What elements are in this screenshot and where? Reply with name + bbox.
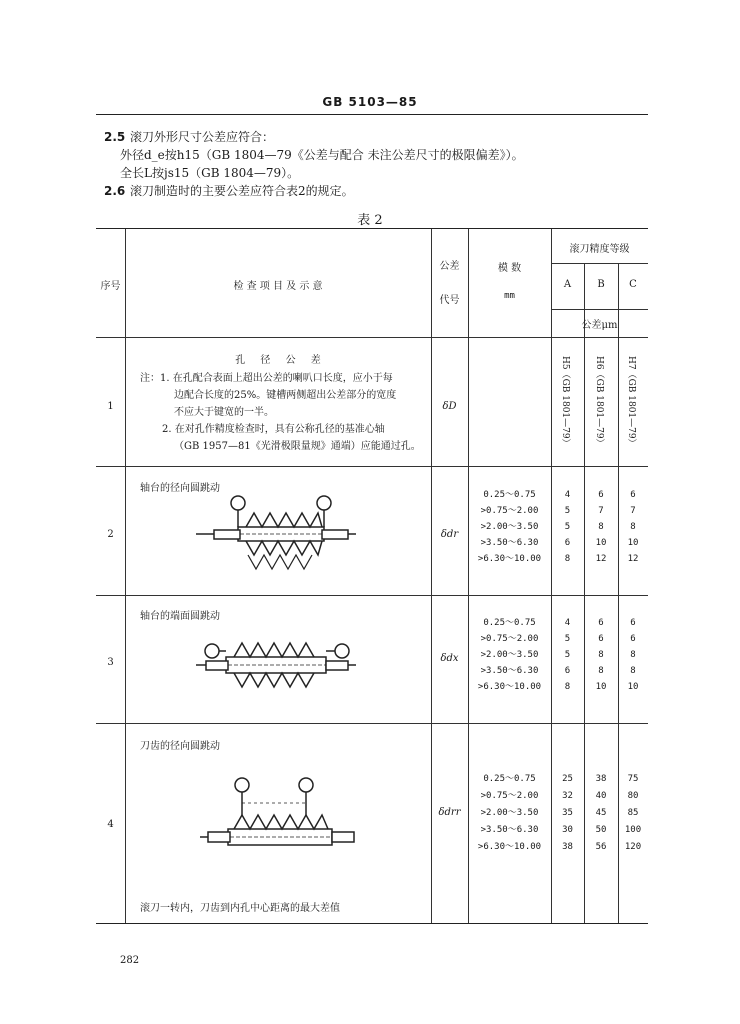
- module-value: >0.75～2.00: [480, 506, 539, 516]
- tol-value: 75: [627, 774, 639, 784]
- module-value: 0.25～0.75: [483, 490, 536, 500]
- tol-value: 8: [564, 682, 571, 692]
- row1-title: 孔 径 公 差: [235, 355, 327, 366]
- tol-value: 38: [595, 774, 607, 784]
- tol-value: 56: [595, 842, 607, 852]
- tol-value: 10: [595, 538, 607, 548]
- tol-value: 6: [564, 538, 571, 548]
- tol-value: 6: [598, 618, 604, 628]
- row1-code: δD: [442, 401, 457, 412]
- tol-value: 38: [562, 842, 573, 852]
- header-seq: 序号: [100, 281, 121, 292]
- tol-value: 8: [598, 650, 604, 660]
- section-number: 2.5: [104, 130, 126, 144]
- tol-value: 10: [627, 538, 639, 548]
- header-code: 代号: [439, 295, 460, 306]
- tolerance-table: [96, 228, 648, 924]
- tol-value: 10: [595, 682, 607, 692]
- tol-value: 5: [564, 634, 571, 644]
- tol-value: 8: [630, 522, 636, 532]
- tol-value: 6: [598, 634, 604, 644]
- tol-value: 6: [564, 666, 571, 676]
- row1-note1c: 不应大于键宽的一半。: [174, 407, 274, 418]
- module-value: >6.30～10.00: [477, 842, 542, 852]
- row-rule: [551, 309, 648, 310]
- row4-modules: [468, 771, 551, 856]
- row4-note: 滚刀一转内，刀齿到内孔中心距离的最大差值: [140, 903, 340, 914]
- tol-value: 80: [627, 791, 639, 801]
- module-value: >3.50～6.30: [480, 825, 539, 835]
- row4-code: δdrr: [438, 807, 461, 818]
- tol-value: 85: [627, 808, 639, 818]
- row4-grade-a: [551, 771, 584, 856]
- header-grade-a: A: [563, 279, 572, 290]
- tol-value: 8: [598, 666, 604, 676]
- row3-face-runout-diagram: [196, 621, 356, 713]
- tol-value: 50: [595, 825, 607, 835]
- module-value: 0.25～0.75: [483, 618, 536, 628]
- row1-grade-c: H7（GB 1801—79）: [626, 356, 636, 448]
- header-mm: mm: [504, 291, 515, 301]
- module-value: >3.50～6.30: [480, 666, 539, 676]
- row2-title: 轴台的径向圆跳动: [140, 483, 220, 494]
- module-value: 0.25～0.75: [483, 774, 536, 784]
- header-unit: 公差μm: [581, 320, 618, 331]
- section-2-5-line3: 全长L按js15（GB 1804—79）。: [120, 166, 300, 180]
- row3-grade-c: [618, 615, 648, 695]
- header-grade-c: C: [629, 279, 637, 290]
- header-grade: 滚刀精度等级: [569, 244, 630, 255]
- section-number: 2.6: [104, 184, 126, 198]
- tol-value: 35: [562, 808, 573, 818]
- row1-note2: 2. 在对孔作精度检查时，具有公称孔径的基准心轴: [162, 424, 385, 435]
- row2-grade-a: [551, 487, 584, 567]
- tol-value: 7: [598, 506, 604, 516]
- col-rule: [125, 229, 126, 923]
- tol-value: 8: [564, 554, 571, 564]
- header-rule: [96, 114, 648, 115]
- row1-note2b: （GB 1957—81《光滑极限量规》通端）应能通过孔。: [174, 441, 421, 452]
- tol-value: 7: [630, 506, 636, 516]
- tol-value: 4: [564, 618, 571, 628]
- module-value: >0.75～2.00: [480, 634, 539, 644]
- table-title: 表 2: [357, 213, 383, 228]
- row1-note1b: 边配合长度的25%。键槽两侧超出公差部分的宽度: [174, 390, 397, 401]
- row4-grade-b: [584, 771, 618, 856]
- module-value: >3.50～6.30: [480, 538, 539, 548]
- tol-value: 120: [624, 842, 642, 852]
- module-value: >6.30～10.00: [477, 554, 542, 564]
- row2-modules: [468, 487, 551, 567]
- tol-value: 5: [564, 506, 571, 516]
- tol-value: 5: [564, 650, 571, 660]
- module-value: >2.00～3.50: [480, 808, 539, 818]
- row-rule: [96, 723, 648, 724]
- row-rule: [96, 466, 648, 467]
- row2-grade-b: [584, 487, 618, 567]
- tol-value: 10: [627, 682, 639, 692]
- row3-modules: [468, 615, 551, 695]
- header-item: 检 查 项 目 及 示 意: [233, 281, 323, 292]
- tol-value: 8: [598, 522, 604, 532]
- tol-value: 12: [627, 554, 639, 564]
- row-rule: [96, 337, 648, 338]
- header-grade-b: B: [597, 279, 605, 290]
- row3-title: 轴台的端面圆跳动: [140, 611, 220, 622]
- tol-value: 25: [562, 774, 573, 784]
- row2-runout-diagram: [196, 491, 356, 583]
- header-tol: 公差: [439, 261, 460, 272]
- row3-seq: 3: [107, 657, 114, 668]
- tol-value: 6: [630, 618, 636, 628]
- row1-seq: 1: [107, 401, 114, 412]
- row3-grade-a: [551, 615, 584, 695]
- section-2-5-line1: [104, 128, 274, 146]
- row2-grade-c: [618, 487, 648, 567]
- tol-value: 6: [630, 634, 636, 644]
- row-rule: [551, 263, 648, 264]
- row3-grade-b: [584, 615, 618, 695]
- tol-value: 30: [562, 825, 573, 835]
- tol-value: 5: [564, 522, 571, 532]
- tol-value: 45: [595, 808, 607, 818]
- page-number: 282: [120, 955, 140, 966]
- tol-value: 8: [630, 666, 636, 676]
- tol-value: 6: [598, 490, 604, 500]
- section-2-6: [104, 182, 354, 200]
- row1-grade-a: H5（GB 1801—79）: [560, 356, 570, 448]
- header-module: 模 数: [497, 263, 522, 274]
- tol-value: 32: [562, 791, 573, 801]
- row4-seq: 4: [107, 819, 114, 830]
- col-rule: [431, 229, 432, 923]
- tol-value: 8: [630, 650, 636, 660]
- module-value: >2.00～3.50: [480, 650, 539, 660]
- row4-grade-c: [618, 771, 648, 856]
- row-rule: [96, 595, 648, 596]
- row1-note1: 注：1. 在孔配合表面上超出公差的喇叭口长度，应小于每: [140, 373, 393, 384]
- row1-grade-b: H6（GB 1801—79）: [594, 356, 604, 448]
- tol-value: 40: [595, 791, 607, 801]
- standard-number: GB 5103—85: [322, 95, 418, 109]
- row3-code: δdx: [440, 653, 459, 664]
- tol-value: 4: [564, 490, 571, 500]
- module-value: >6.30～10.00: [477, 682, 542, 692]
- tol-value: 100: [624, 825, 642, 835]
- section-text: 滚刀外形尺寸公差应符合：: [130, 130, 275, 144]
- tol-value: 12: [595, 554, 607, 564]
- module-value: >0.75～2.00: [480, 791, 539, 801]
- section-2-5-line2: 外径d_e按h15（GB 1804—79《公差与配合 未注公差尺寸的极限偏差》）。: [120, 148, 524, 162]
- row4-title: 刀齿的径向圆跳动: [140, 741, 220, 752]
- row2-code: δdr: [440, 529, 459, 540]
- section-text: 滚刀制造时的主要公差应符合表2的规定。: [130, 184, 354, 198]
- row2-seq: 2: [107, 529, 114, 540]
- module-value: >2.00～3.50: [480, 522, 539, 532]
- tol-value: 6: [630, 490, 636, 500]
- row4-tooth-runout-diagram: [200, 769, 360, 869]
